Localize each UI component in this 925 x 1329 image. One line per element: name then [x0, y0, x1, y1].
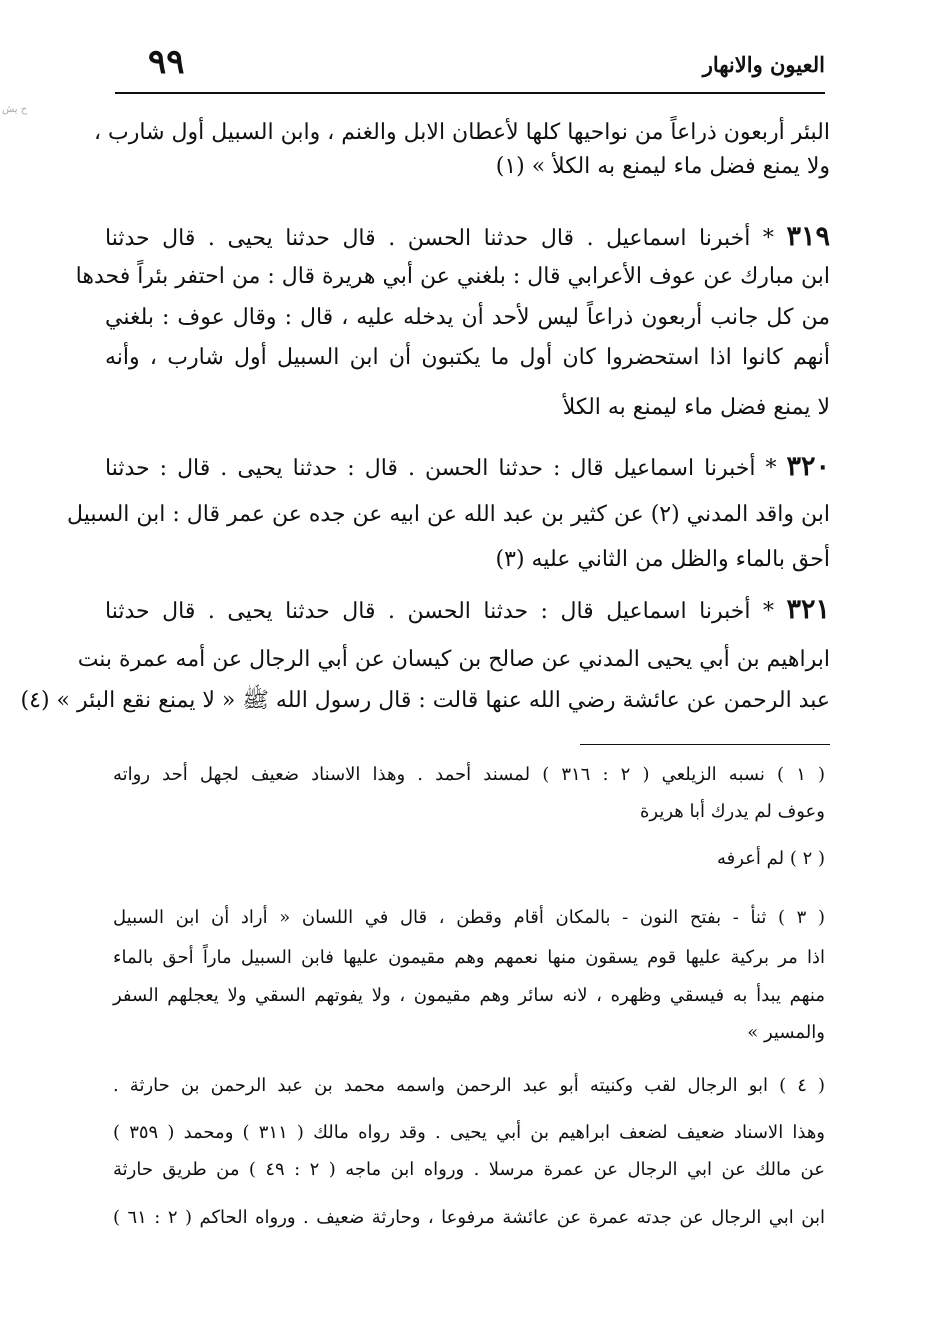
footnote-1-line: ( ١ ) نسبه الزيلعي ( ٢ : ٣١٦ ) لمسند أحمد . وهذا الاسناد ضعيف لجهل أحد رواته — [113, 764, 826, 785]
hadith-text: * أخبرنا اسماعيل قال : حدثنا الحسن . قال حدثنا يحيى . قال حدثنا — [105, 599, 774, 624]
hadith-321-line: عبد الرحمن عن عائشة رضي الله عنها قالت : قال رسول الله ﷺ « لا يمنع نقع البئر » (٤) — [20, 688, 830, 713]
footnote-1-line: وعوف لم يدرك أبا هريرة — [639, 801, 825, 822]
footnote-4-line: وهذا الاسناد ضعيف لضعف ابراهيم بن أبي يحيى . وقد رواه مالك ( ٣١١ ) ومحمد ( ٣٥٩ ) — [113, 1122, 826, 1143]
hadith-number: ٣٢١ — [786, 594, 830, 625]
hadith-320-line — [105, 452, 830, 484]
hadith-319-line: لا يمنع فضل ماء ليمنع به الكلأ — [562, 395, 830, 420]
footnote-3-line: ( ٣ ) ثنأ - بفتح النون - بالمكان أقام وقطن ، قال في اللسان « أراد أن ابن السبيل — [113, 907, 826, 928]
hadith-number: ٣١٩ — [786, 221, 830, 252]
hadith-321-line — [105, 595, 830, 627]
header-divider — [115, 92, 825, 94]
intro-line: البئر أربعون ذراعاً من نواحيها كلها لأعطان الابل والغنم ، وابن السبيل أول شارب ، — [93, 120, 830, 145]
hadith-319-line: ابن مبارك عن عوف الأعرابي قال : بلغني عن أبي هريرة قال : من احتفر بئراً فحدها — [75, 264, 830, 289]
page-number: ٩٩ — [148, 42, 185, 82]
footnote-3-line: منهم يبدأ به فيسقي وظهره ، لانه سائر وهم مقيمون ، ولا يفوتهم السقي ولا يعجلهم السفر — [113, 985, 825, 1006]
margin-note: ح يش — [2, 104, 28, 115]
footnote-3-line: والمسير » — [747, 1022, 825, 1043]
hadith-text: * أخبرنا اسماعيل . قال حدثنا الحسن . قال حدثنا يحيى . قال حدثنا — [105, 226, 774, 251]
intro-line: ولا يمنع فضل ماء ليمنع به الكلأ » (١) — [495, 154, 830, 179]
hadith-number: ٣٢٠ — [786, 451, 830, 482]
hadith-319-line — [105, 222, 830, 254]
hadith-319-line: أنهم كانوا اذا استحضروا كان أول ما يكتبون أن ابن السبيل أول شارب ، وأنه — [105, 345, 830, 370]
hadith-319-line: من كل جانب أربعون ذراعاً ليس لأحد أن يدخله عليه ، قال : وقال عوف : بلغني — [105, 305, 830, 330]
footnote-4-line: عن مالك عن ابي الرجال عن عمرة مرسلا . ورواه ابن ماجه ( ٢ : ٤٩ ) من طريق حارثة — [113, 1159, 825, 1180]
footnote-divider — [580, 744, 830, 745]
hadith-320-line: أحق بالماء والظل من الثاني عليه (٣) — [495, 547, 830, 572]
footnote-2-line: ( ٢ ) لم أعرفه — [716, 848, 825, 869]
hadith-text: * أخبرنا اسماعيل قال : حدثنا الحسن . قال : حدثنا يحيى . قال : حدثنا — [105, 456, 777, 481]
hadith-320-line: ابن واقد المدني (٢) عن كثير بن عبد الله عن ابيه عن جده عن عمر قال : ابن السبيل — [67, 502, 830, 527]
footnote-4-line: ( ٤ ) ابو الرجال لقب وكنيته أبو عبد الرحمن واسمه محمد بن عبد الرحمن بن حارثة . — [113, 1075, 825, 1096]
footnote-4-line: ابن ابي الرجال عن جدته عمرة عن عائشة مرفوعا ، وحارثة ضعيف . ورواه الحاكم ( ٢ : ٦١ ) — [113, 1207, 825, 1228]
footnote-3-line: اذا مر بركية عليها قوم يسقون منها نعمهم وهم مقيمون عليها فابن السبيل ماراً أحق بالماء — [113, 947, 825, 968]
running-title: العيون والانهار — [702, 52, 825, 77]
hadith-321-line: ابراهيم بن أبي يحيى المدني عن صالح بن كيسان عن أبي الرجال عن أمه عمرة بنت — [77, 647, 830, 672]
